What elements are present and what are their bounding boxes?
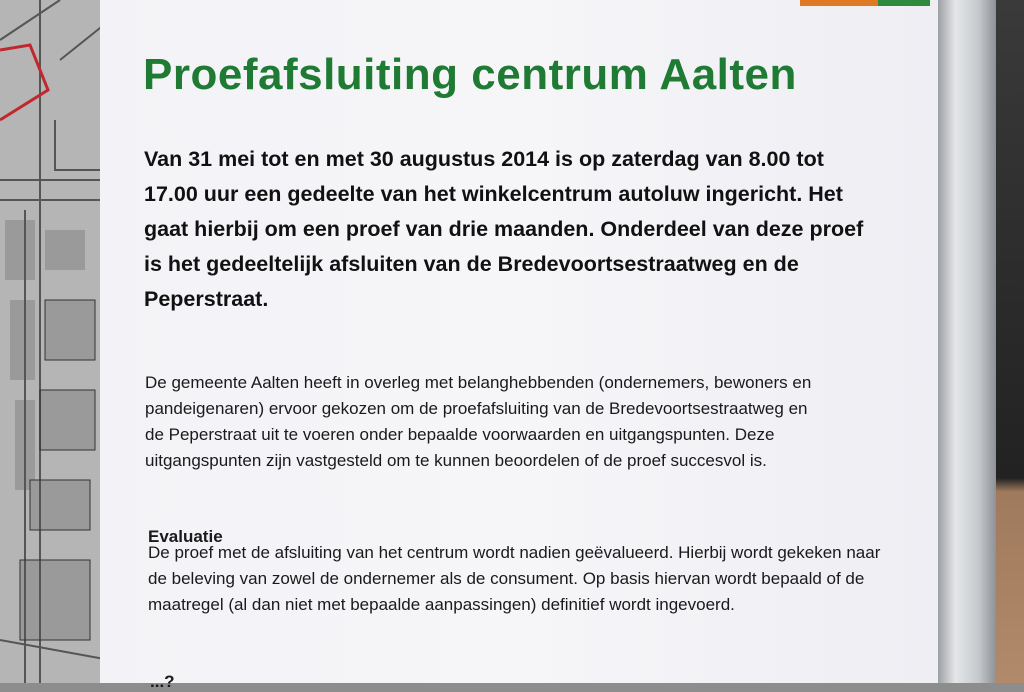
sign-title: Proefafsluiting centrum Aalten xyxy=(143,50,797,99)
evaluation-heading: Evaluatie xyxy=(148,527,223,546)
street-background xyxy=(996,0,1024,683)
intro-paragraph: Van 31 mei tot en met 30 augustus 2014 is op zaterdag van 8.00 tot 17.00 uur een gedeelte van het winkelcentrum autoluw ingericht. Het gaat hierbij om een proef van drie maanden. Onderdeel van deze proef is het gedeeltelijk afsluiten van de Bredevoortsestraatweg en de Peperstraat. xyxy=(144,147,864,311)
logo-strip xyxy=(800,0,930,6)
sign-frame xyxy=(938,0,996,683)
partial-heading: ...? xyxy=(150,672,175,691)
street-map xyxy=(0,0,110,683)
body-paragraph: De gemeente Aalten heeft in overleg met belanghebbenden (ondernemers, bewoners en pandeigenaren) ervoor gekozen om de proefafsluiting van de Bredevoortsestraatweg en de Peperstraat uit te voeren onder bepaalde voorwaarden en uitgangspunten. Deze uitgangspunten zijn vastgesteld om te kunnen beoordelen of de proef succesvol is. xyxy=(145,373,812,470)
street-map-drawing xyxy=(0,0,110,683)
evaluation-paragraph: De proef met de afsluiting van het centrum wordt nadien geëvalueerd. Hierbij wordt gekeken naar de beleving van zowel de ondernemer als de consument. Op basis hiervan wordt bepaald of de maatregel (al dan niet met bepaalde aanpassingen) definitief wordt ingevoerd. xyxy=(148,543,881,614)
